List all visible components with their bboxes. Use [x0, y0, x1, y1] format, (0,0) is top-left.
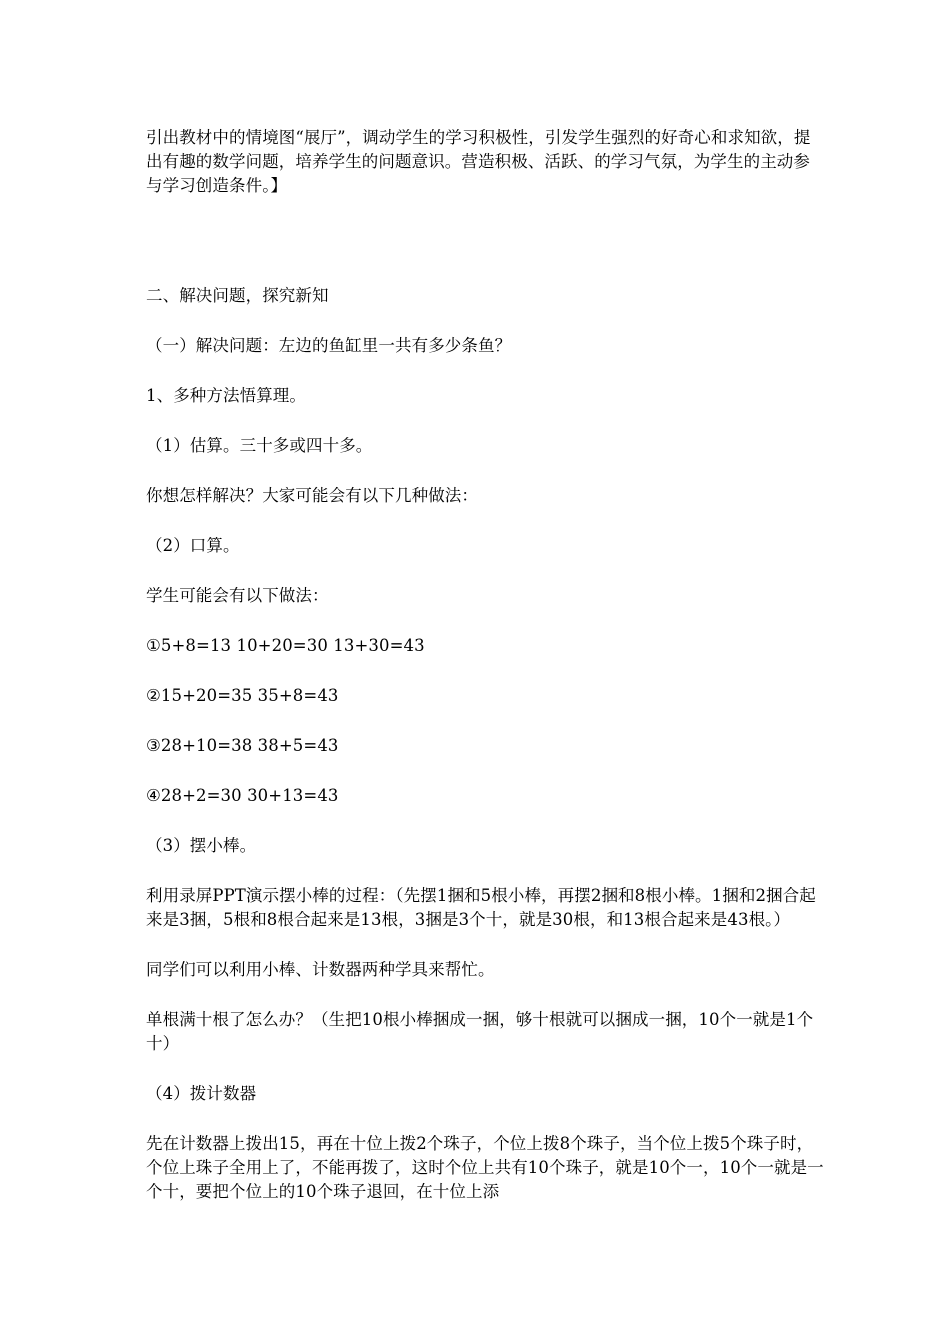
paragraph: （3）摆小棒。: [146, 836, 257, 855]
equation-line: ①5+8=13 10+20=30 13+30=43: [146, 636, 425, 655]
equation-line: ②15+20=35 35+8=43: [146, 686, 339, 705]
section-heading: 二、解决问题，探究新知: [146, 286, 329, 305]
paragraph: 利用录屏PPT演示摆小棒的过程：（先摆1捆和5根小棒，再摆2捆和8根小棒。1捆和2捆合起来是3捆，5根和8根合起来是13根，3捆是3个十，就是30根，和13根合起来是43根。）: [146, 886, 816, 929]
paragraph: （2）口算。: [146, 536, 240, 555]
paragraph: 单根满十根了怎么办？（生把10根小棒捆成一捆，够十根就可以捆成一捆，10个一就是1个十）: [146, 1010, 814, 1053]
paragraph: 1、多种方法悟算理。: [146, 386, 306, 405]
paragraph: （4）拨计数器: [146, 1084, 257, 1103]
subsection-heading: （一）解决问题：左边的鱼缸里一共有多少条鱼？: [146, 336, 512, 355]
document-body: [146, 126, 826, 1204]
equation-line: ③28+10=38 38+5=43: [146, 736, 339, 755]
paragraph-intro-summary: 引出教材中的情境图“展厅”，调动学生的学习积极性，引发学生强烈的好奇心和求知欲，提出有趣的数学问题，培养学生的问题意识。营造积极、活跃、的学习气氛，为学生的主动参与学习创造条件。】: [146, 128, 811, 195]
equation-line: ④28+2=30 30+13=43: [146, 786, 339, 805]
paragraph: 你想怎样解决？大家可能会有以下几种做法：: [146, 486, 478, 505]
paragraph: （1）估算。三十多或四十多。: [146, 436, 373, 455]
paragraph: 学生可能会有以下做法：: [146, 586, 329, 605]
paragraph: 同学们可以利用小棒、计数器两种学具来帮忙。: [146, 960, 495, 979]
paragraph: 先在计数器上拨出15，再在十位上拨2个珠子，个位上拨8个珠子，当个位上拨5个珠子时，个位上珠子全用上了，不能再拨了，这时个位上共有10个珠子，就是10个一，10个一就是一个十，要把个位上的10个珠子退回，在十位上添: [146, 1134, 824, 1201]
